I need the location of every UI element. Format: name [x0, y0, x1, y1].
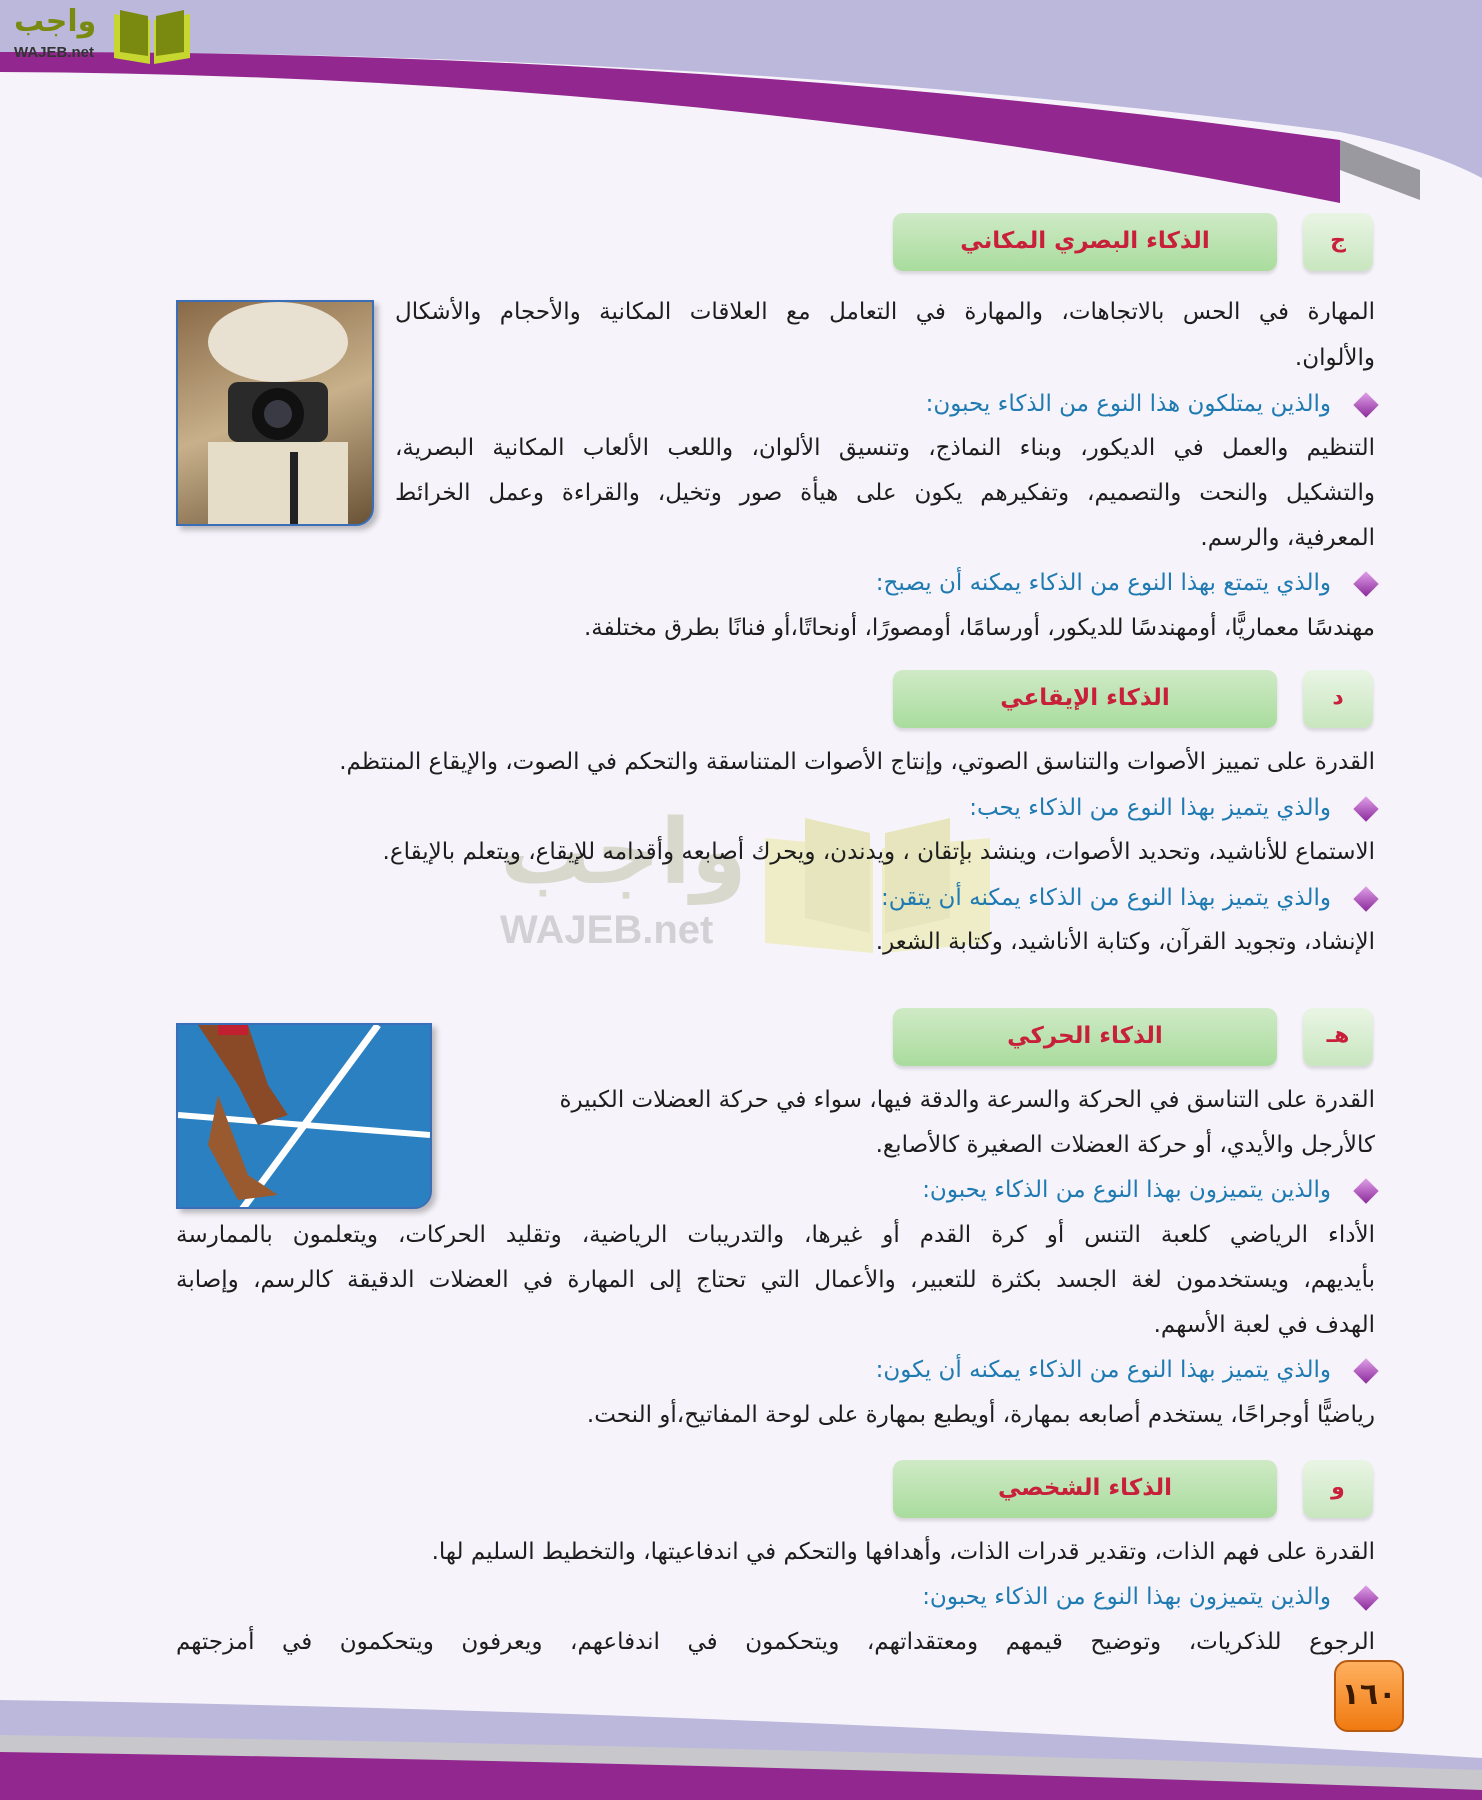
bullet-heading — [876, 563, 1375, 603]
watermark-latin: WAJEB.net — [500, 908, 714, 952]
bullet-text: والذين يتميزون بهذا النوع من الذكاء يحبون: — [922, 1584, 1331, 1610]
bottom-decorative-band — [0, 1690, 1482, 1800]
book-icon — [110, 6, 194, 66]
paragraph-line: الأداء الرياضي كلعبة التنس أو كرة القدم أو غيرها، والتدريبات الرياضية، وتقليد الحركات، ويتعلمون بالممارسة — [176, 1222, 1375, 1248]
bullet-text: والذي يتميز بهذا النوع من الذكاء يمكنه أن يتقن: — [880, 885, 1331, 911]
watermark-arabic: واجب — [500, 800, 747, 905]
section-header — [893, 1460, 1373, 1520]
paragraph-line: القدرة على تمييز الأصوات والتناسق الصوتي، وإنتاج الأصوات المتناسقة والتحكم في الصوت، والإيقاع المنتظم. — [339, 749, 1375, 775]
paragraph-line: مهندسًا معماريًّا، أومهندسًا للديكور، أورسامًا، أومصورًا، أونحاتًا،أو فنانًا بطرق مختلفة. — [583, 615, 1375, 641]
section-letter: د — [1303, 670, 1373, 728]
paragraph-line: كالأرجل والأيدي، أو حركة العضلات الصغيرة كالأصابع. — [875, 1132, 1375, 1158]
section-header — [893, 1008, 1373, 1068]
paragraph-line: الاستماع للأناشيد، وتحديد الأصوات، وينشد بإتقان ، ويدندن، ويحرك أصابعه وأقدامه للإيقاع، ويتعلم بالإيقاع. — [382, 839, 1375, 865]
bullet-heading — [922, 1170, 1375, 1210]
paragraph-line: المعرفية، والرسم. — [1200, 525, 1375, 551]
bullet-text: والذين يتميزون بهذا النوع من الذكاء يحبون: — [922, 1177, 1331, 1203]
bullet-heading — [876, 1350, 1375, 1390]
paragraph-line: والتشكيل والنحت والتصميم، وتفكيرهم يكون على هيأة صور وتخيل، والقراءة وعمل الخرائط — [395, 480, 1375, 506]
paragraph-line: الإنشاد، وتجويد القرآن، وكتابة الأناشيد، وكتابة الشعر. — [875, 929, 1375, 955]
logo-arabic: واجب — [14, 4, 97, 39]
diamond-bullet-icon — [1353, 392, 1378, 417]
paragraph-line: بأيديهم، ويستخدمون لغة الجسد بكثرة للتعبير، والأعمال التي تحتاج إلى المهارة في العضلات الدقيقة كالرسم، وإصابة — [176, 1267, 1375, 1293]
diamond-bullet-icon — [1353, 571, 1378, 596]
diamond-bullet-icon — [1353, 1178, 1378, 1203]
bullet-heading — [922, 1577, 1375, 1617]
paragraph-line: التنظيم والعمل في الديكور، وبناء النماذج، وتنسيق الألوان، واللعب الألعاب المكانية البصرية، — [395, 435, 1375, 461]
bullet-text: والذي يتميز بهذا النوع من الذكاء يمكنه أن يكون: — [875, 1357, 1331, 1383]
section-header — [893, 213, 1373, 273]
section-letter: ج — [1303, 213, 1373, 271]
bullet-heading — [881, 878, 1375, 918]
page-number: ١٦٠ — [1334, 1660, 1404, 1732]
bullet-text: والذي يتمتع بهذا النوع من الذكاء يمكنه أن يصبح: — [875, 570, 1331, 596]
diamond-bullet-icon — [1353, 886, 1378, 911]
section-title: الذكاء الإيقاعي — [893, 670, 1277, 728]
section-letter: هـ — [1303, 1008, 1373, 1066]
diamond-bullet-icon — [1353, 1585, 1378, 1610]
photographer-photo — [176, 300, 374, 526]
section-title: الذكاء الشخصي — [893, 1460, 1277, 1518]
diamond-bullet-icon — [1353, 796, 1378, 821]
section-letter: و — [1303, 1460, 1373, 1518]
bullet-text: والذي يتميز بهذا النوع من الذكاء يحب: — [969, 795, 1331, 821]
sprinter-photo — [176, 1023, 432, 1209]
section-title: الذكاء الحركي — [893, 1008, 1277, 1066]
bullet-heading — [926, 384, 1375, 424]
paragraph-line: رياضيًّا أوجراحًا، يستخدم أصابعه بمهارة، أويطبع بمهارة على لوحة المفاتيح،أو النحت. — [586, 1402, 1375, 1428]
section-title: الذكاء البصري المكاني — [893, 213, 1277, 271]
paragraph-line: الهدف في لعبة الأسهم. — [1153, 1312, 1375, 1338]
paragraph-line: المهارة في الحس بالاتجاهات، والمهارة في التعامل مع العلاقات المكانية والأحجام والأشكال — [395, 299, 1375, 325]
wajeb-logo[interactable] — [10, 4, 190, 68]
bullet-text: والذين يمتلكون هذا النوع من الذكاء يحبون: — [925, 391, 1331, 417]
paragraph-line: الرجوع للذكريات، وتوضيح قيمهم ومعتقداتهم، ويتحكمون في اندفاعهم، ويعرفون ويتحكمون في أمزجتهم — [176, 1629, 1375, 1655]
paragraph-line: والألوان. — [1294, 345, 1375, 371]
bullet-heading — [969, 788, 1375, 828]
diamond-bullet-icon — [1353, 1358, 1378, 1383]
paragraph-line: القدرة على فهم الذات، وتقدير قدرات الذات، وأهدافها والتحكم في اندفاعيتها، والتخطيط السليم لها. — [431, 1539, 1375, 1565]
section-header — [893, 670, 1373, 730]
logo-latin: WAJEB.net — [14, 44, 95, 61]
paragraph-line: القدرة على التناسق في الحركة والسرعة والدقة فيها، سواء في حركة العضلات الكبيرة — [559, 1087, 1375, 1113]
